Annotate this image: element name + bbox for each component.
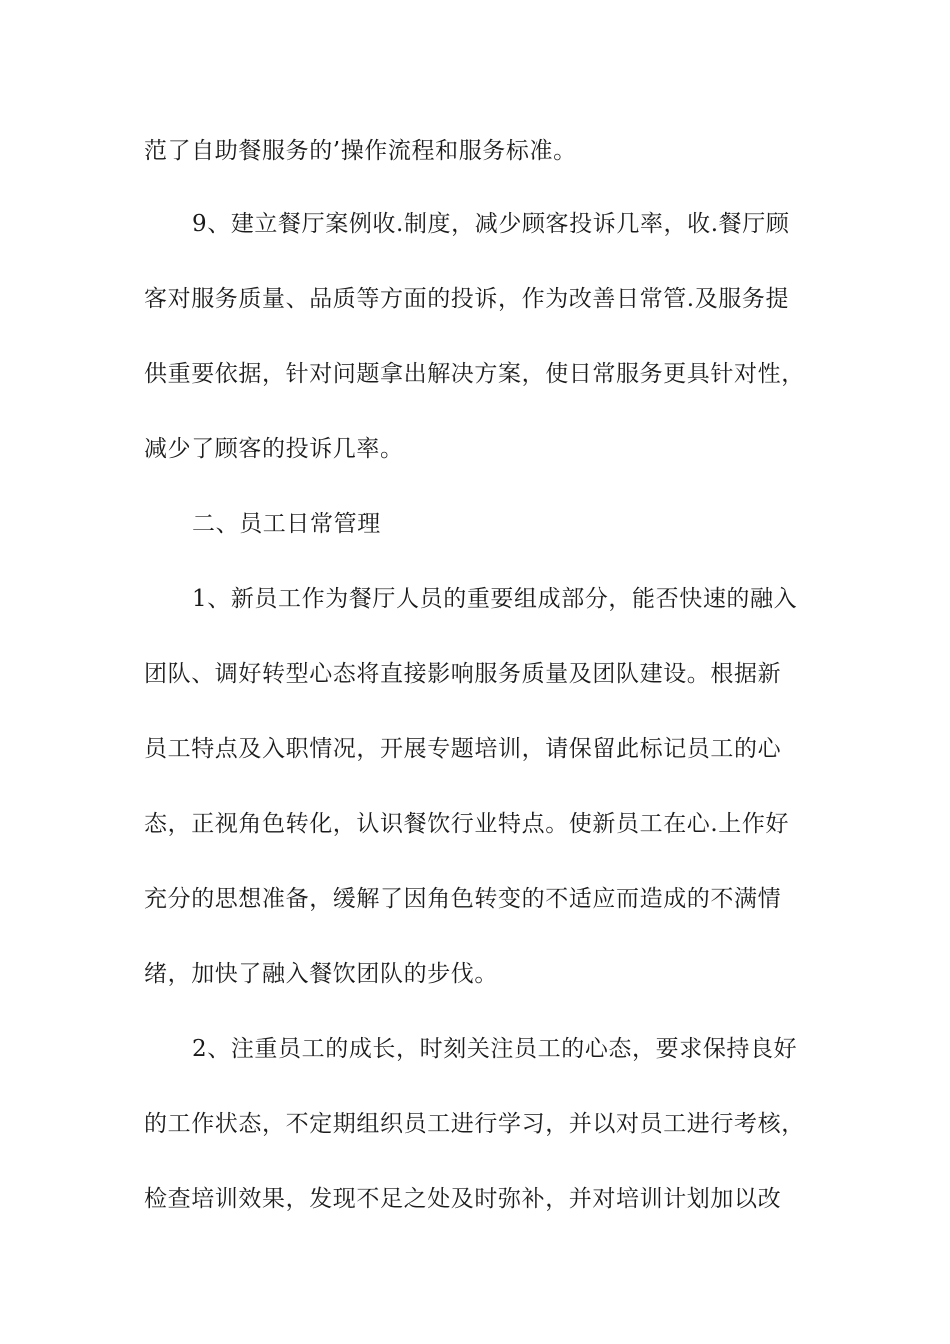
paragraph-1-line-5: 充分的思想准备，缓解了因角色转变的不适应而造成的不满情 — [144, 886, 782, 912]
paragraph-2-line-2: 的工作状态，不定期组织员工进行学习，并以对员工进行考核， — [144, 1111, 805, 1137]
paragraph-9-line-2: 客对服务质量、品质等方面的投诉，作为改善日常管.及服务提 — [144, 286, 790, 312]
paragraph-1-line-2: 团队、调好转型心态将直接影响服务质量及团队建设。根据新 — [144, 661, 782, 687]
text-line-1: 范了自助餐服务的’操作流程和服务标准。 — [144, 138, 577, 164]
paragraph-9-line-4: 减少了顾客的投诉几率。 — [144, 436, 404, 462]
paragraph-1-line-3: 员工特点及入职情况，开展专题培训，请保留此标记员工的心 — [144, 736, 782, 762]
paragraph-1-line-4: 态，正视角色转化，认识餐饮行业特点。使新员工在心.上作好 — [144, 811, 790, 837]
paragraph-1-line-1: 1、新员工作为餐厅人员的重要组成部分，能否快速的融入 — [192, 586, 798, 612]
paragraph-2-line-3: 检查培训效果，发现不足之处及时弥补，并对培训计划加以改 — [144, 1186, 782, 1212]
paragraph-9-line-3: 供重要依据，针对问题拿出解决方案，使日常服务更具针对性， — [144, 361, 805, 387]
section-heading: 二、员工日常管理 — [192, 511, 381, 537]
paragraph-1-line-6: 绪，加快了融入餐饮团队的步伐。 — [144, 961, 498, 987]
paragraph-2-line-1: 2、注重员工的成长，时刻关注员工的心态，要求保持良好 — [192, 1036, 798, 1062]
paragraph-9-line-1: 9、建立餐厅案例收.制度，减少顾客投诉几率，收.餐厅顾 — [192, 211, 790, 237]
